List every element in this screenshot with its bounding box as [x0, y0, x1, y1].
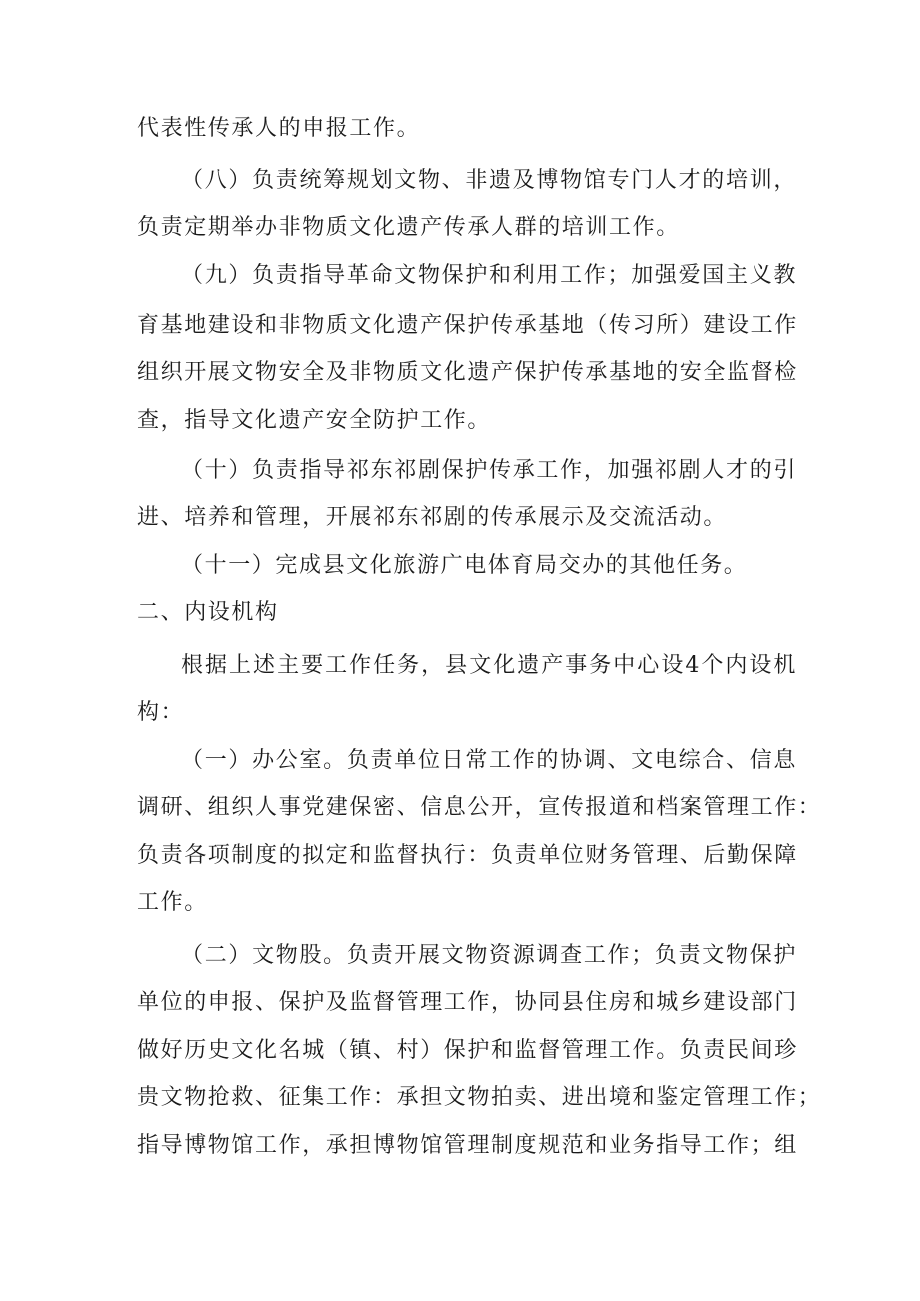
text-line: 代表性传承人的申报工作。 [137, 116, 421, 141]
text-line: 调研、组织人事党建保密、信息公开，宣传报道和档案管理工作： [137, 795, 822, 820]
text-line: 负责定期举办非物质文化遗产传承人群的培训工作。 [137, 215, 680, 240]
text-line: 负责各项制度的拟定和监督执行：负责单位财务管理、后勤保障 [137, 843, 798, 868]
text-line: 构： [137, 700, 185, 725]
paragraph-item-9: （九）负责指导革命文物保护和利用工作；加强爱国主义教 [181, 263, 797, 288]
paragraph-item-11: （十一）完成县文化旅游广电体育局交办的其他任务。 [181, 553, 748, 578]
paragraph-item-10: （十）负责指导祁东祁剧保护传承工作，加强祁剧人才的引 [181, 458, 797, 483]
section-heading: 二、内设机构 [137, 600, 279, 625]
text-line: 组织开展文物安全及非物质文化遗产保护传承基地的安全监督检 [137, 360, 798, 385]
text-line: 育基地建设和非物质文化遗产保护传承基地（传习所）建设工作 [137, 313, 798, 338]
text-line: 进、培养和管理，开展祁东祁剧的传承展示及交流活动。 [137, 505, 728, 530]
text-line: 贵文物抢救、征集工作：承担文物拍卖、进出境和鉴定管理工作； [137, 1085, 822, 1110]
paragraph-office: （一）办公室。负责单位日常工作的协调、文电综合、信息 [181, 748, 797, 773]
paragraph-relics: （二）文物股。负责开展文物资源调查工作；负责文物保护 [181, 943, 797, 968]
text-line: 工作。 [137, 890, 208, 915]
text-line: 单位的申报、保护及监督管理工作，协同县住房和城乡建设部门 [137, 990, 798, 1015]
paragraph-intro: 根据上述主要工作任务，县文化遗产事务中心设4个内设机 [181, 653, 797, 678]
text-line: 查，指导文化遗产安全防护工作。 [137, 408, 492, 433]
text-line: 做好历史文化名城（镇、村）保护和监督管理工作。负责民间珍 [137, 1038, 798, 1063]
paragraph-item-8: （八）负责统筹规划文物、非遗及博物馆专门人才的培训， [181, 168, 797, 193]
text-line: 指导博物馆工作，承担博物馆管理制度规范和业务指导工作；组 [137, 1133, 798, 1158]
